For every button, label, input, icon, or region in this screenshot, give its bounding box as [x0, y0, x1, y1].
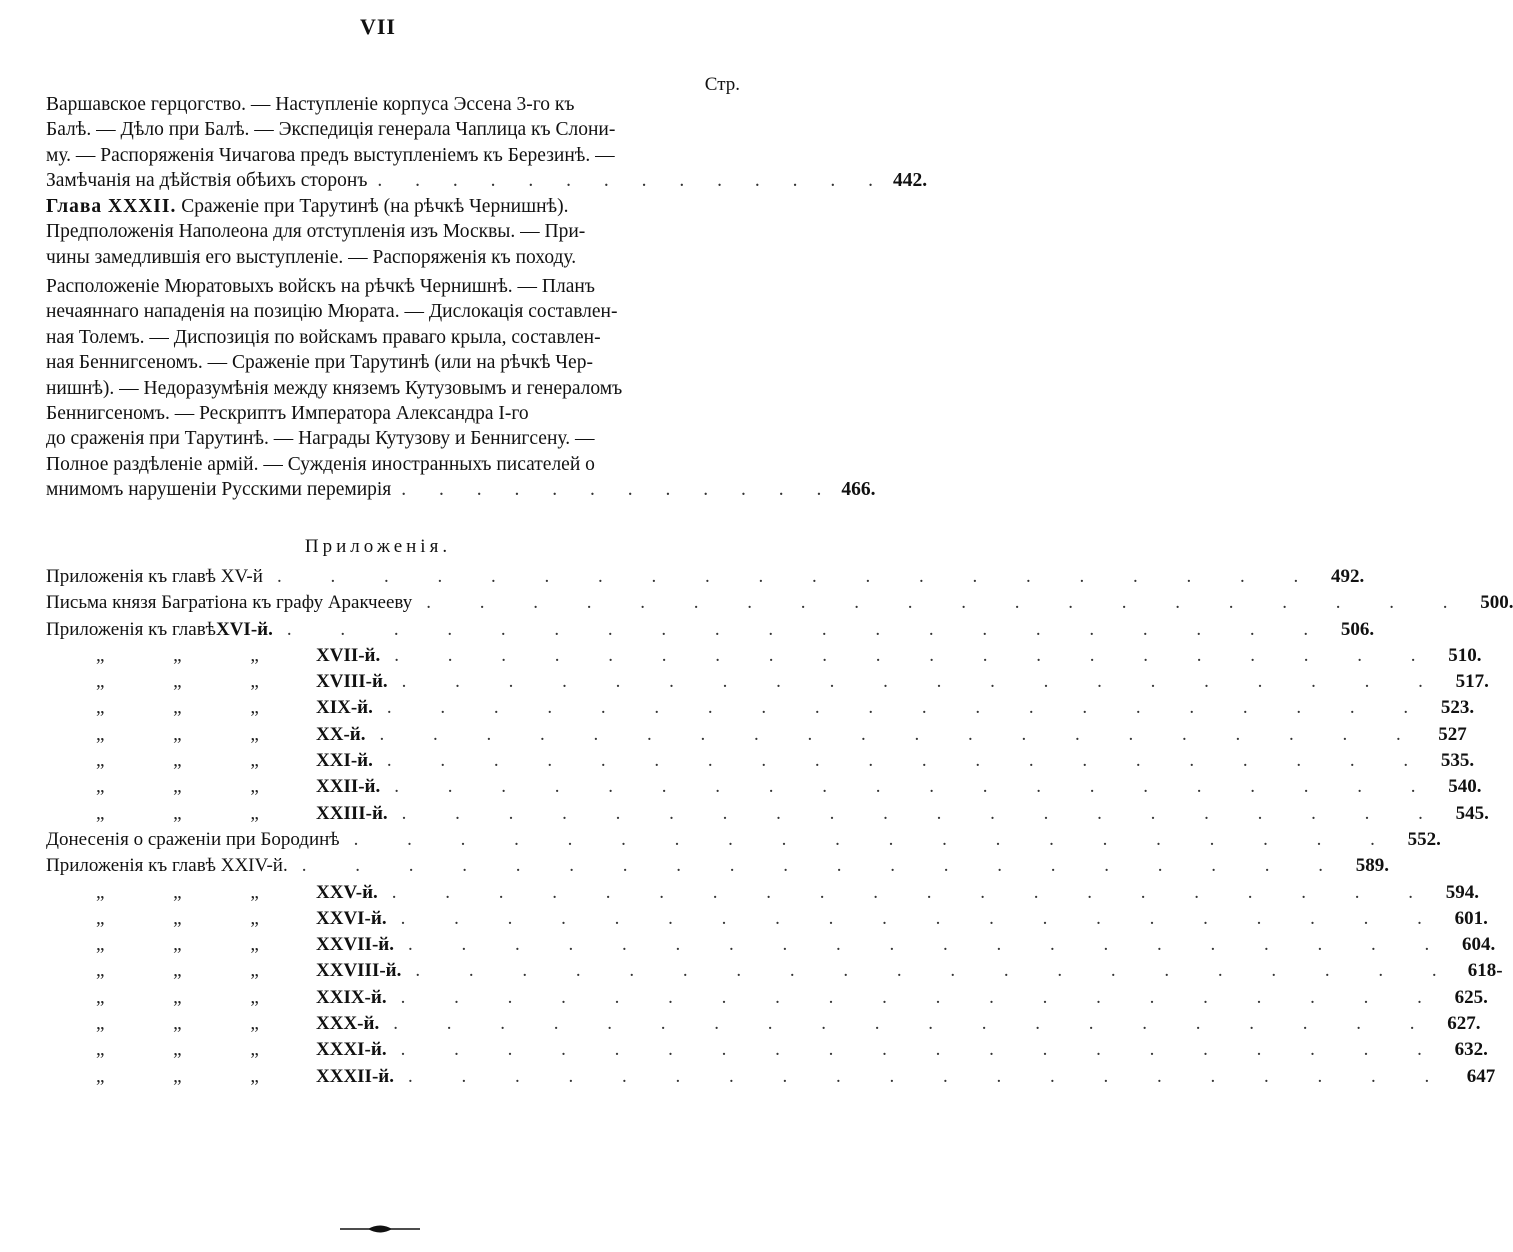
dot-leader: . . . . . . . . . . . . . . . . . . . .	[400, 907, 1444, 929]
toc-page-number: 632.	[1454, 1039, 1488, 1061]
toc-page-number: 647	[1466, 1065, 1496, 1087]
chapter-number: XX-й.	[316, 723, 366, 745]
appendix-label: Приложенія къ главѣ XV-й	[46, 566, 263, 587]
chapter-number: XXIX-й.	[316, 986, 387, 1008]
toc-page-number: 466.	[841, 479, 876, 501]
appendix-row	[46, 1039, 1488, 1065]
dot-leader: . . . . . . . . . . . . . . . . . . . .	[415, 960, 1459, 982]
toc-page-number: 500.	[1480, 592, 1513, 614]
dot-leader: . . . . . . . . . . . . . .	[377, 170, 888, 192]
ditto-marks: „ „ „	[96, 802, 291, 824]
chapter-xxxii-entry	[46, 194, 740, 270]
chapter-title-line: Сраженіе при Тарутинѣ (на рѣчкѣ Чернишнѣ).	[176, 196, 569, 217]
appendix-row	[46, 960, 1503, 986]
toc-page-number: 545.	[1455, 802, 1489, 824]
appendix-row	[46, 723, 1467, 750]
end-ornament-icon	[338, 1222, 422, 1236]
appendix-row	[46, 1065, 1496, 1092]
ditto-marks: „ „ „	[96, 986, 291, 1008]
appendix-row	[46, 618, 1375, 645]
chapter-number: XXVI-й.	[316, 907, 387, 929]
dot-leader: . . . . . . . . . . . . . . . . . . . .	[401, 671, 1445, 693]
dot-leader: . . . . . . . . . . . . . . . . . . . .	[386, 697, 1431, 719]
toc-page-number: 535.	[1440, 750, 1475, 772]
dot-leader: . . . . . . . . . . . . . . . . . . . .	[394, 644, 1438, 666]
chapter-number: XXV-й.	[316, 881, 378, 903]
chapter-number: XXXI-й.	[316, 1039, 387, 1061]
appendix-row	[46, 750, 1475, 776]
dot-leader: . . . . . . . . . . . . . . . . . . . .	[407, 934, 1452, 956]
appendix-row	[46, 881, 1480, 908]
chapter-xxxii-body	[46, 274, 876, 503]
ditto-marks: „ „ „	[96, 881, 291, 903]
dot-leader: . . . . . . . . . . . . . . . . . . . .	[286, 618, 1331, 640]
chapter-number: XXII-й.	[316, 776, 381, 798]
dot-leader: . . . . . . . . . . . . . . . . . . . .	[394, 776, 1438, 798]
toc-text-line: ная Беннигсеномъ. — Сраженіе при Тарутинѣ (или на рѣчкѣ Чер-	[46, 352, 593, 374]
ditto-marks: „ „ „	[96, 776, 291, 798]
appendix-row	[46, 566, 1365, 592]
appendix-label: Приложенія къ главѣ	[46, 618, 216, 640]
toc-page-number: 625.	[1454, 986, 1488, 1008]
ditto-marks: „ „ „	[96, 750, 291, 772]
toc-page-number: 517.	[1455, 671, 1489, 693]
toc-text-line: ная Толемъ. — Диспозиція по войскамъ праваго крыла, составлен-	[46, 326, 601, 348]
toc-page-number: 540.	[1448, 776, 1482, 798]
chapter-title-line: чины замедлившія его выступленіе. — Распоряженія къ походу.	[46, 246, 577, 268]
dot-leader: . . . . . . . . . . . . . . . . . . . .	[426, 592, 1470, 614]
dot-leader: . . . . . . . . . . . . . . . . . . . .	[400, 1039, 1444, 1061]
chapter-number: XXI-й.	[316, 750, 373, 772]
toc-text-line: Балѣ. — Дѣло при Балѣ. — Экспедиція генерала Чаплица къ Слони-	[46, 119, 616, 141]
appendix-row	[46, 802, 1489, 829]
toc-page-number: 594.	[1445, 881, 1480, 903]
toc-page-number: 627.	[1447, 1013, 1481, 1035]
dot-leader: . . . . . . . . . . . . . . . . . . . .	[391, 881, 1436, 903]
dot-leader: . . . . . . . . . . . . . . . . . . . .	[379, 723, 1423, 745]
ditto-marks: „ „ „	[96, 934, 291, 956]
page-number: VII	[359, 14, 396, 39]
dot-leader: . . . . . . . . . . . . . . . . . . . .	[400, 986, 1444, 1008]
toc-text-line: му. — Распоряженія Чичагова предъ выступленіемъ къ Березинѣ. —	[46, 144, 615, 166]
toc-page-number: 552.	[1407, 828, 1441, 850]
toc-text-line: Полное раздѣленіе армій. — Сужденія иностранныхъ писателей о	[46, 453, 595, 475]
chapter-xxxi-tail	[46, 92, 928, 194]
appendix-row	[46, 1013, 1481, 1039]
chapter-number: XXXII-й.	[316, 1065, 394, 1087]
dot-leader: . . . . . . . . . . . . . . . . . . . .	[401, 802, 1445, 824]
toc-text-line: Беннигсеномъ. — Рескриптъ Императора Александра I-го	[46, 402, 529, 424]
toc-text-line: Расположеніе Мюратовыхъ войскъ на рѣчкѣ Чернишнѣ. — Планъ	[46, 276, 595, 297]
chapter-number: XVIII-й.	[316, 671, 388, 693]
toc-text-line: мнимомъ нарушеніи Русскими перемирія	[46, 479, 392, 501]
page-column-header: Стр.	[704, 74, 740, 95]
ditto-marks: „ „ „	[96, 697, 291, 719]
appendix-row	[46, 934, 1496, 960]
toc-text-line: Варшавское герцогство. — Наступленіе корпуса Эссена 3-го къ	[46, 94, 575, 115]
dot-leader: . . . . . . . . . . . . . . . . . . . .	[393, 1013, 1437, 1035]
chapter-label: Глава XXXII.	[46, 196, 177, 217]
toc-page-number: 618-	[1467, 960, 1503, 982]
toc-page-number: 604.	[1461, 934, 1496, 956]
toc-page-number: 492.	[1330, 566, 1365, 587]
appendix-row	[46, 592, 1513, 618]
ditto-marks: „ „ „	[96, 644, 291, 666]
chapter-title-line: Предположенія Наполеона для отступленія изъ Москвы. — При-	[46, 221, 586, 243]
toc-page-number: 442.	[893, 170, 928, 192]
chapter-number: XXX-й.	[316, 1013, 380, 1035]
appendix-row	[46, 776, 1482, 802]
dot-leader: . . . . . . . . . . . . . . . . . . . .	[407, 1065, 1452, 1087]
toc-text-line: до сраженія при Тарутинѣ. — Награды Кутузову и Беннигсену. —	[46, 428, 595, 450]
toc-page-number: 527	[1438, 723, 1467, 745]
appendix-row	[46, 697, 1475, 723]
dot-leader: . . . . . . . . . . . . . . . . . . . .	[353, 828, 1397, 850]
chapter-number: XXVII-й.	[316, 934, 394, 956]
appendix-row	[46, 828, 1441, 855]
toc-page-number: 589.	[1355, 855, 1389, 877]
toc-text-line: нечаяннаго нападенія на позицію Мюрата. — Дислокація составлен-	[46, 301, 618, 323]
dot-leader: . . . . . . . . . . . . . . . . . . . .	[301, 855, 1345, 877]
toc-page-number: 510.	[1448, 644, 1482, 666]
appendix-label: Приложенія къ главѣ XXIV-й.	[46, 855, 288, 877]
appendix-label: Донесенія о сраженіи при Бородинѣ	[46, 828, 340, 850]
chapter-number: XIX-й.	[316, 697, 373, 719]
dot-leader: . . . . . . . . . . . .	[401, 479, 836, 501]
appendix-row	[46, 986, 1488, 1013]
chapter-number: XXVIII-й.	[316, 960, 402, 982]
chapter-number: XVI-й.	[215, 618, 273, 640]
ditto-marks: „ „ „	[96, 723, 291, 745]
toc-text-line: Замѣчанія на дѣйствія обѣихъ сторонъ	[46, 170, 368, 192]
appendix-row	[46, 644, 1482, 671]
ditto-marks: „ „ „	[96, 671, 291, 693]
ditto-marks: „ „ „	[96, 1039, 291, 1061]
dot-leader: . . . . . . . . . . . . . . . . . . . .	[386, 750, 1431, 772]
appendix-label: Письма князя Багратіона къ графу Аракчееву	[46, 592, 413, 614]
ditto-marks: „ „ „	[96, 1013, 291, 1035]
appendix-row	[46, 907, 1488, 934]
toc-page-number: 506.	[1340, 618, 1375, 640]
chapter-number: XXIII-й.	[316, 802, 388, 824]
chapter-number: XVII-й.	[316, 644, 381, 666]
toc-text-line: нишнѣ). — Недоразумѣнія между княземъ Кутузовымъ и генераломъ	[46, 377, 623, 399]
toc-page-number: 523.	[1440, 697, 1475, 719]
appendices-list	[46, 566, 1513, 1092]
ditto-marks: „ „ „	[96, 1065, 291, 1087]
ditto-marks: „ „ „	[96, 907, 291, 929]
ditto-marks: „ „ „	[96, 960, 291, 982]
toc-page-number: 601.	[1454, 907, 1488, 929]
appendix-row	[46, 671, 1489, 697]
appendices-title: Приложенія.	[304, 536, 452, 557]
appendix-row	[46, 855, 1389, 881]
dot-leader: . . . . . . . . . . . . . . . . . . . .	[276, 566, 1321, 587]
